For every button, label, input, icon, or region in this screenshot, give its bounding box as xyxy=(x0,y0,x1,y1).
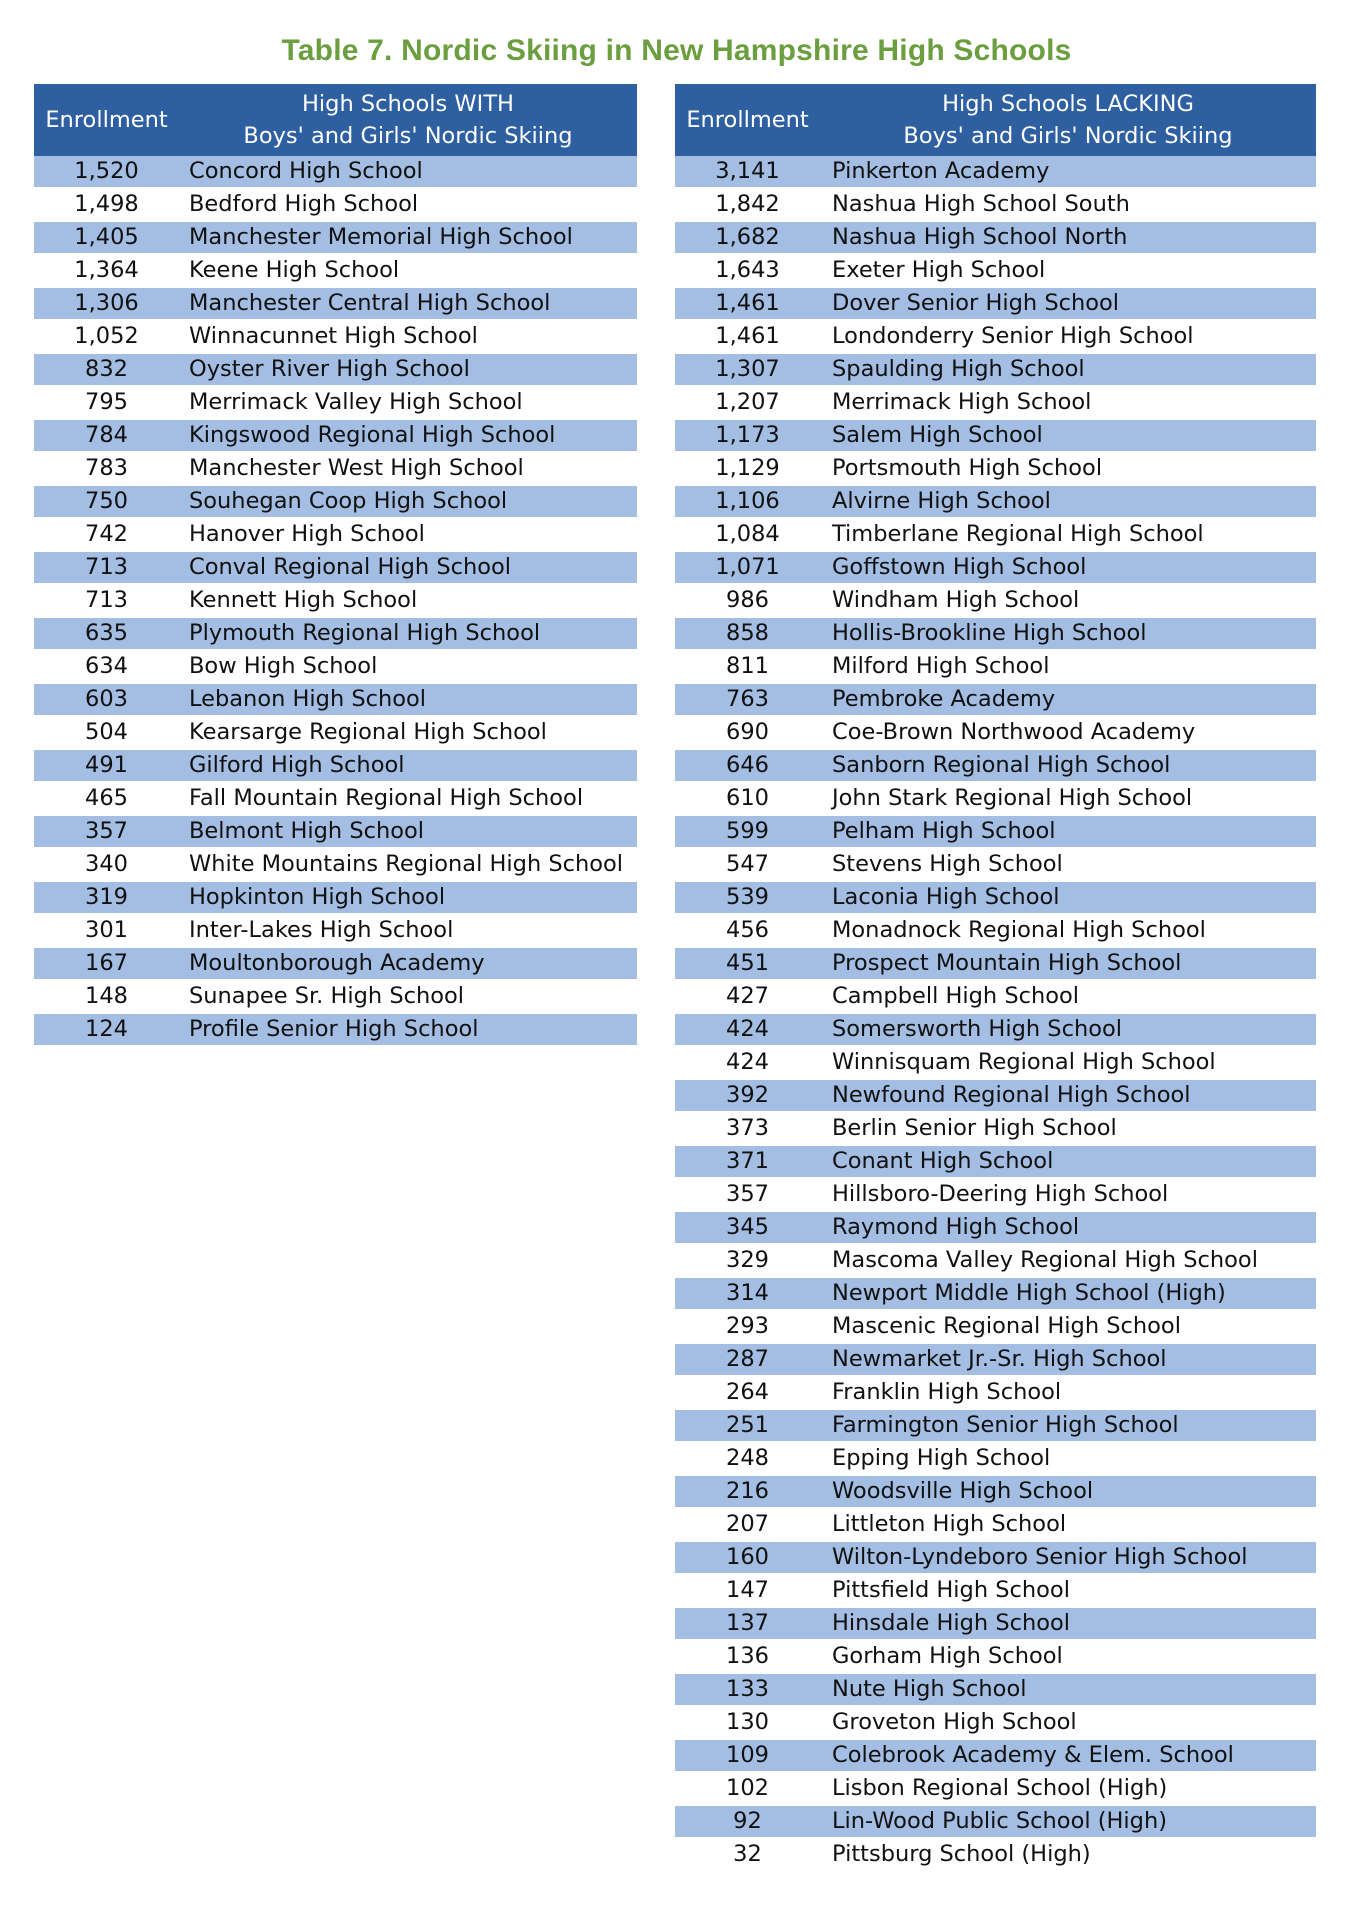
school-name-cell: Lebanon High School xyxy=(179,683,637,716)
enrollment-cell: 109 xyxy=(675,1739,820,1772)
enrollment-cell: 784 xyxy=(34,419,179,452)
table-row xyxy=(675,1772,1316,1805)
enrollment-cell: 1,461 xyxy=(675,320,820,353)
table-row xyxy=(675,419,1316,452)
school-name-cell: Plymouth Regional High School xyxy=(179,617,637,650)
enrollment-cell: 345 xyxy=(675,1211,820,1244)
school-name-cell: Concord High School xyxy=(179,156,637,188)
school-name-cell: John Stark Regional High School xyxy=(820,782,1316,815)
table-row xyxy=(675,749,1316,782)
enrollment-cell: 713 xyxy=(34,584,179,617)
school-name-cell: Fall Mountain Regional High School xyxy=(179,782,637,815)
enrollment-cell: 750 xyxy=(34,485,179,518)
table-row xyxy=(34,683,637,716)
school-name-cell: Salem High School xyxy=(820,419,1316,452)
school-name-cell: Belmont High School xyxy=(179,815,637,848)
school-name-cell: Mascenic Regional High School xyxy=(820,1310,1316,1343)
school-name-cell: Campbell High School xyxy=(820,980,1316,1013)
school-name-cell: Moultonborough Academy xyxy=(179,947,637,980)
school-name-cell: Gilford High School xyxy=(179,749,637,782)
table-row xyxy=(34,980,637,1013)
school-name-cell: Pittsburg School (High) xyxy=(820,1838,1316,1871)
with-nordic-table-body xyxy=(34,156,637,1046)
table-row xyxy=(675,1376,1316,1409)
table-row xyxy=(675,848,1316,881)
table-row xyxy=(34,353,637,386)
school-name-cell: Manchester Memorial High School xyxy=(179,221,637,254)
table-row xyxy=(675,1310,1316,1343)
school-name-cell: Gorham High School xyxy=(820,1640,1316,1673)
table-row xyxy=(675,551,1316,584)
school-header-line2: Boys' and Girls' Nordic Skiing xyxy=(243,123,573,149)
enrollment-cell: 763 xyxy=(675,683,820,716)
school-name-cell: Spaulding High School xyxy=(820,353,1316,386)
table-row xyxy=(34,287,637,320)
school-name-cell: Pittsfield High School xyxy=(820,1574,1316,1607)
table-header-row xyxy=(675,84,1316,156)
enrollment-cell: 1,306 xyxy=(34,287,179,320)
school-name-cell: Profile Senior High School xyxy=(179,1013,637,1046)
enrollment-cell: 3,141 xyxy=(675,156,820,188)
school-name-cell: Bedford High School xyxy=(179,188,637,221)
school-name-cell: Pembroke Academy xyxy=(820,683,1316,716)
enrollment-cell: 32 xyxy=(675,1838,820,1871)
enrollment-cell: 713 xyxy=(34,551,179,584)
table-row xyxy=(34,815,637,848)
school-name-cell: Londonderry Senior High School xyxy=(820,320,1316,353)
enrollment-cell: 1,084 xyxy=(675,518,820,551)
school-name-cell: Pinkerton Academy xyxy=(820,156,1316,188)
table-row xyxy=(34,650,637,683)
enrollment-cell: 373 xyxy=(675,1112,820,1145)
table-row xyxy=(675,1079,1316,1112)
table-row xyxy=(675,1112,1316,1145)
enrollment-cell: 504 xyxy=(34,716,179,749)
enrollment-cell: 1,461 xyxy=(675,287,820,320)
school-name-cell: Littleton High School xyxy=(820,1508,1316,1541)
table-row xyxy=(34,914,637,947)
school-name-cell: Windham High School xyxy=(820,584,1316,617)
table-row xyxy=(675,815,1316,848)
school-name-cell: Mascoma Valley Regional High School xyxy=(820,1244,1316,1277)
table-row xyxy=(675,1607,1316,1640)
table-row xyxy=(675,353,1316,386)
enrollment-cell: 329 xyxy=(675,1244,820,1277)
school-name-cell: Franklin High School xyxy=(820,1376,1316,1409)
enrollment-cell: 646 xyxy=(675,749,820,782)
school-column-header xyxy=(820,84,1316,156)
table-row xyxy=(34,221,637,254)
table-row xyxy=(34,947,637,980)
table-row xyxy=(34,452,637,485)
table-row xyxy=(675,452,1316,485)
school-name-cell: Sunapee Sr. High School xyxy=(179,980,637,1013)
table-header-row xyxy=(34,84,637,156)
school-name-cell: Hanover High School xyxy=(179,518,637,551)
enrollment-cell: 1,364 xyxy=(34,254,179,287)
enrollment-cell: 124 xyxy=(34,1013,179,1046)
lacking-nordic-table xyxy=(675,84,1316,1872)
school-name-cell: Laconia High School xyxy=(820,881,1316,914)
enrollment-cell: 340 xyxy=(34,848,179,881)
enrollment-cell: 1,682 xyxy=(675,221,820,254)
table-row xyxy=(34,1013,637,1046)
enrollment-cell: 207 xyxy=(675,1508,820,1541)
school-name-cell: Raymond High School xyxy=(820,1211,1316,1244)
table-row xyxy=(34,782,637,815)
table-row xyxy=(34,716,637,749)
school-name-cell: Oyster River High School xyxy=(179,353,637,386)
enrollment-cell: 1,173 xyxy=(675,419,820,452)
enrollment-cell: 392 xyxy=(675,1079,820,1112)
table-row xyxy=(675,1673,1316,1706)
enrollment-cell: 1,643 xyxy=(675,254,820,287)
enrollment-cell: 427 xyxy=(675,980,820,1013)
enrollment-cell: 795 xyxy=(34,386,179,419)
table-row xyxy=(675,518,1316,551)
enrollment-cell: 301 xyxy=(34,914,179,947)
school-column-header xyxy=(179,84,637,156)
school-name-cell: Lisbon Regional School (High) xyxy=(820,1772,1316,1805)
school-name-cell: Conant High School xyxy=(820,1145,1316,1178)
table-row xyxy=(675,1706,1316,1739)
school-name-cell: Newfound Regional High School xyxy=(820,1079,1316,1112)
enrollment-cell: 451 xyxy=(675,947,820,980)
table-row xyxy=(675,947,1316,980)
school-name-cell: Manchester Central High School xyxy=(179,287,637,320)
school-name-cell: Hillsboro-Deering High School xyxy=(820,1178,1316,1211)
enrollment-cell: 264 xyxy=(675,1376,820,1409)
table-row xyxy=(34,848,637,881)
enrollment-cell: 599 xyxy=(675,815,820,848)
school-name-cell: Woodsville High School xyxy=(820,1475,1316,1508)
enrollment-cell: 635 xyxy=(34,617,179,650)
enrollment-cell: 319 xyxy=(34,881,179,914)
enrollment-cell: 1,405 xyxy=(34,221,179,254)
table-row xyxy=(34,881,637,914)
table-row xyxy=(34,749,637,782)
enrollment-cell: 102 xyxy=(675,1772,820,1805)
enrollment-cell: 1,498 xyxy=(34,188,179,221)
school-name-cell: Nashua High School South xyxy=(820,188,1316,221)
enrollment-cell: 547 xyxy=(675,848,820,881)
table-row xyxy=(675,1574,1316,1607)
table-row xyxy=(34,584,637,617)
school-name-cell: Winnacunnet High School xyxy=(179,320,637,353)
school-name-cell: Hinsdale High School xyxy=(820,1607,1316,1640)
enrollment-cell: 742 xyxy=(34,518,179,551)
table-row xyxy=(675,1739,1316,1772)
enrollment-cell: 357 xyxy=(34,815,179,848)
enrollment-cell: 357 xyxy=(675,1178,820,1211)
school-name-cell: Epping High School xyxy=(820,1442,1316,1475)
school-name-cell: Conval Regional High School xyxy=(179,551,637,584)
table-row xyxy=(675,188,1316,221)
table-row xyxy=(34,551,637,584)
school-name-cell: Keene High School xyxy=(179,254,637,287)
school-name-cell: Coe-Brown Northwood Academy xyxy=(820,716,1316,749)
enrollment-cell: 986 xyxy=(675,584,820,617)
school-name-cell: Nute High School xyxy=(820,1673,1316,1706)
table-row xyxy=(675,683,1316,716)
table-row xyxy=(675,782,1316,815)
school-name-cell: Newport Middle High School (High) xyxy=(820,1277,1316,1310)
school-name-cell: Lin-Wood Public School (High) xyxy=(820,1805,1316,1838)
school-name-cell: Bow High School xyxy=(179,650,637,683)
table-row xyxy=(34,188,637,221)
table-row xyxy=(34,419,637,452)
enrollment-cell: 287 xyxy=(675,1343,820,1376)
school-name-cell: Timberlane Regional High School xyxy=(820,518,1316,551)
enrollment-cell: 539 xyxy=(675,881,820,914)
table-row xyxy=(675,320,1316,353)
enrollment-cell: 424 xyxy=(675,1013,820,1046)
table-row xyxy=(34,485,637,518)
table-row xyxy=(675,1475,1316,1508)
school-name-cell: Monadnock Regional High School xyxy=(820,914,1316,947)
table-row xyxy=(675,1838,1316,1871)
page-title: Table 7. Nordic Skiing in New Hampshire High Schools xyxy=(281,34,1072,67)
enrollment-cell: 371 xyxy=(675,1145,820,1178)
table-row xyxy=(34,320,637,353)
enrollment-cell: 491 xyxy=(34,749,179,782)
school-name-cell: Berlin Senior High School xyxy=(820,1112,1316,1145)
school-header-line2: Boys' and Girls' Nordic Skiing xyxy=(903,123,1233,149)
enrollment-cell: 1,071 xyxy=(675,551,820,584)
table-row xyxy=(675,584,1316,617)
school-name-cell: Pelham High School xyxy=(820,815,1316,848)
table-row xyxy=(34,518,637,551)
school-name-cell: Sanborn Regional High School xyxy=(820,749,1316,782)
enrollment-cell: 832 xyxy=(34,353,179,386)
enrollment-cell: 424 xyxy=(675,1046,820,1079)
school-name-cell: White Mountains Regional High School xyxy=(179,848,637,881)
enrollment-cell: 610 xyxy=(675,782,820,815)
table-row xyxy=(675,1211,1316,1244)
school-name-cell: Kearsarge Regional High School xyxy=(179,716,637,749)
school-name-cell: Souhegan Coop High School xyxy=(179,485,637,518)
school-name-cell: Exeter High School xyxy=(820,254,1316,287)
school-name-cell: Hopkinton High School xyxy=(179,881,637,914)
school-name-cell: Farmington Senior High School xyxy=(820,1409,1316,1442)
school-name-cell: Merrimack High School xyxy=(820,386,1316,419)
enrollment-cell: 167 xyxy=(34,947,179,980)
enrollment-cell: 634 xyxy=(34,650,179,683)
school-name-cell: Dover Senior High School xyxy=(820,287,1316,320)
school-name-cell: Goffstown High School xyxy=(820,551,1316,584)
enrollment-cell: 1,207 xyxy=(675,386,820,419)
school-name-cell: Prospect Mountain High School xyxy=(820,947,1316,980)
table-row xyxy=(675,1508,1316,1541)
table-row xyxy=(675,221,1316,254)
enrollment-cell: 603 xyxy=(34,683,179,716)
lacking-nordic-table-body xyxy=(675,156,1316,1871)
school-name-cell: Inter-Lakes High School xyxy=(179,914,637,947)
enrollment-cell: 1,129 xyxy=(675,452,820,485)
table-row xyxy=(34,386,637,419)
table-row xyxy=(34,156,637,188)
table-row xyxy=(675,1178,1316,1211)
enrollment-cell: 465 xyxy=(34,782,179,815)
enrollment-cell: 136 xyxy=(675,1640,820,1673)
school-name-cell: Milford High School xyxy=(820,650,1316,683)
enrollment-cell: 690 xyxy=(675,716,820,749)
enrollment-cell: 1,307 xyxy=(675,353,820,386)
school-name-cell: Kingswood Regional High School xyxy=(179,419,637,452)
enrollment-cell: 1,520 xyxy=(34,156,179,188)
school-name-cell: Newmarket Jr.-Sr. High School xyxy=(820,1343,1316,1376)
table-row xyxy=(675,650,1316,683)
school-name-cell: Wilton-Lyndeboro Senior High School xyxy=(820,1541,1316,1574)
enrollment-cell: 251 xyxy=(675,1409,820,1442)
table-row xyxy=(675,914,1316,947)
table-row xyxy=(675,1244,1316,1277)
table-row xyxy=(34,254,637,287)
table-row xyxy=(675,1442,1316,1475)
enrollment-cell: 133 xyxy=(675,1673,820,1706)
table-row xyxy=(675,1409,1316,1442)
enrollment-cell: 160 xyxy=(675,1541,820,1574)
school-name-cell: Winnisquam Regional High School xyxy=(820,1046,1316,1079)
enrollment-cell: 1,052 xyxy=(34,320,179,353)
table-row xyxy=(675,386,1316,419)
table-row xyxy=(675,881,1316,914)
enrollment-cell: 130 xyxy=(675,1706,820,1739)
school-name-cell: Portsmouth High School xyxy=(820,452,1316,485)
table-row xyxy=(675,716,1316,749)
with-nordic-table xyxy=(34,84,637,1047)
school-name-cell: Merrimack Valley High School xyxy=(179,386,637,419)
table-row xyxy=(675,1277,1316,1310)
enrollment-cell: 293 xyxy=(675,1310,820,1343)
enrollment-column-header: Enrollment xyxy=(675,84,820,156)
school-name-cell: Stevens High School xyxy=(820,848,1316,881)
school-name-cell: Groveton High School xyxy=(820,1706,1316,1739)
enrollment-cell: 148 xyxy=(34,980,179,1013)
school-header-line1: High Schools LACKING xyxy=(942,91,1194,117)
school-name-cell: Somersworth High School xyxy=(820,1013,1316,1046)
table-row xyxy=(675,980,1316,1013)
school-name-cell: Colebrook Academy & Elem. School xyxy=(820,1739,1316,1772)
enrollment-cell: 92 xyxy=(675,1805,820,1838)
enrollment-cell: 456 xyxy=(675,914,820,947)
school-name-cell: Manchester West High School xyxy=(179,452,637,485)
table-row xyxy=(675,287,1316,320)
enrollment-cell: 1,842 xyxy=(675,188,820,221)
table-row xyxy=(675,1145,1316,1178)
enrollment-cell: 1,106 xyxy=(675,485,820,518)
table-row xyxy=(675,254,1316,287)
table-row xyxy=(675,485,1316,518)
enrollment-cell: 811 xyxy=(675,650,820,683)
table-row xyxy=(34,617,637,650)
enrollment-cell: 248 xyxy=(675,1442,820,1475)
table-row xyxy=(675,1013,1316,1046)
table-row xyxy=(675,1805,1316,1838)
school-name-cell: Hollis-Brookline High School xyxy=(820,617,1316,650)
table-row xyxy=(675,1343,1316,1376)
enrollment-column-header: Enrollment xyxy=(34,84,179,156)
enrollment-cell: 147 xyxy=(675,1574,820,1607)
enrollment-cell: 314 xyxy=(675,1277,820,1310)
table-row xyxy=(675,617,1316,650)
school-header-line1: High Schools WITH xyxy=(302,91,514,117)
table-row xyxy=(675,1640,1316,1673)
enrollment-cell: 858 xyxy=(675,617,820,650)
table-row xyxy=(675,1046,1316,1079)
enrollment-cell: 783 xyxy=(34,452,179,485)
enrollment-cell: 216 xyxy=(675,1475,820,1508)
school-name-cell: Nashua High School North xyxy=(820,221,1316,254)
school-name-cell: Kennett High School xyxy=(179,584,637,617)
table-row xyxy=(675,156,1316,188)
enrollment-cell: 137 xyxy=(675,1607,820,1640)
table-row xyxy=(675,1541,1316,1574)
school-name-cell: Alvirne High School xyxy=(820,485,1316,518)
